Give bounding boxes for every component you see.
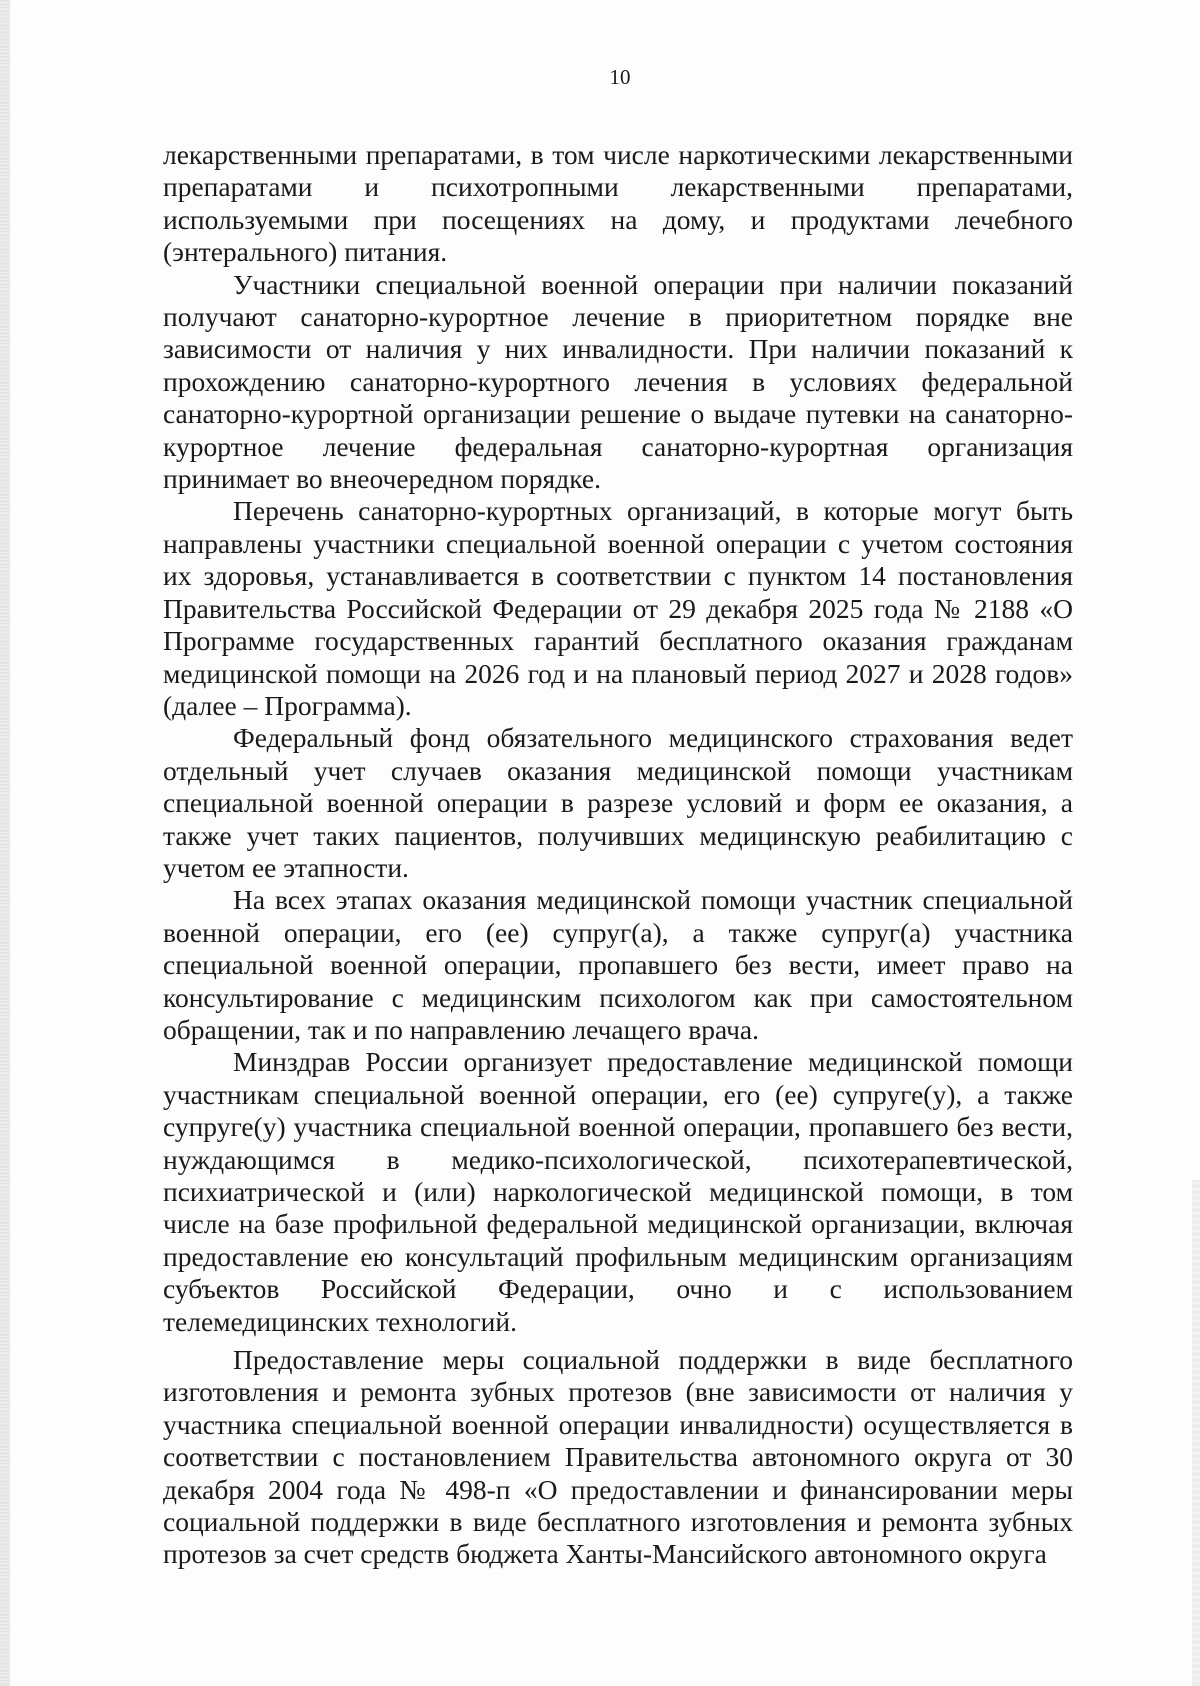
- scan-edge-right: [1192, 1180, 1200, 1686]
- page-number: 10: [609, 65, 631, 89]
- paragraph-sanatorium-list: Перечень санаторно-курортных организаций, в которые могут быть направлены участники специальной военной операции с учетом состояния их здоровья, устанавливается в соответствии с пунктом 14 постановления Правительства Российской Федерации от 29 декабря 2025 года № 2188 «О Программе государственных гарантий бесплатного оказания гражданам медицинской помощи на 2026 год и на плановый период 2027 и 2028 годов» (далее – Программа).: [163, 495, 1073, 721]
- scan-edge-left: [0, 0, 10, 1686]
- paragraph-psychologist-consulting: На всех этапах оказания медицинской помощи участник специальной военной операции, его (ее) супруг(а), а также супруг(а) участника специальной военной операции, пропавшего без вести, имеет право на консультирование с медицинским психологом как при самостоятельном обращении, так и по направлению лечащего врача.: [163, 884, 1073, 1045]
- paragraph-ffoms-accounting: Федеральный фонд обязательного медицинского страхования ведет отдельный учет случаев оказания медицинской помощи участникам специальной военной операции в разрезе условий и форм ее оказания, а также учет таких пациентов, получивших медицинскую реабилитацию с учетом ее этапности.: [163, 722, 1073, 883]
- paragraph-minzdrav-assistance: Минздрав России организует предоставление медицинской помощи участникам специальной военной операции, его (ее) супруге(у), а также супруге(у) участника специальной военной операции, пропавшего без вести, нуждающимся в медико-психологической, психотерапевтической, психиатрической и (или) наркологической медицинской помощи, в том числе на базе профильной федеральной медицинской организации, включая предоставление ею консультаций профильным медицинским организациям субъектов Российской Федерации, очно и с использованием телемедицинских технологий.: [163, 1046, 1073, 1337]
- document-body: [163, 139, 1073, 1571]
- paragraph-continuation: лекарственными препаратами, в том числе наркотическими лекарственными препаратами и психотропными лекарственными препаратами, используемыми при посещениях на дому, и продуктами лечебного (энтерального) питания.: [163, 139, 1073, 268]
- paragraph-dental-prosthetics: Предоставление меры социальной поддержки в виде бесплатного изготовления и ремонта зубных протезов (вне зависимости от наличия у участника специальной военной операции инвалидности) осуществляется в соответствии с постановлением Правительства автономного округа от 30 декабря 2004 года № 498-п «О предоставлении и финансировании меры социальной поддержки в виде бесплатного изготовления и ремонта зубных протезов за счет средств бюджета Ханты-Мансийского автономного округа: [163, 1344, 1073, 1570]
- paragraph-sanatorium-treatment: Участники специальной военной операции при наличии показаний получают санаторно-курортное лечение в приоритетном порядке вне зависимости от наличия у них инвалидности. При наличии показаний к прохождению санаторно-курортного лечения в условиях федеральной санаторно-курортной организации решение о выдаче путевки на санаторно-курортное лечение федеральная санаторно-курортная организация принимает во внеочередном порядке.: [163, 268, 1073, 495]
